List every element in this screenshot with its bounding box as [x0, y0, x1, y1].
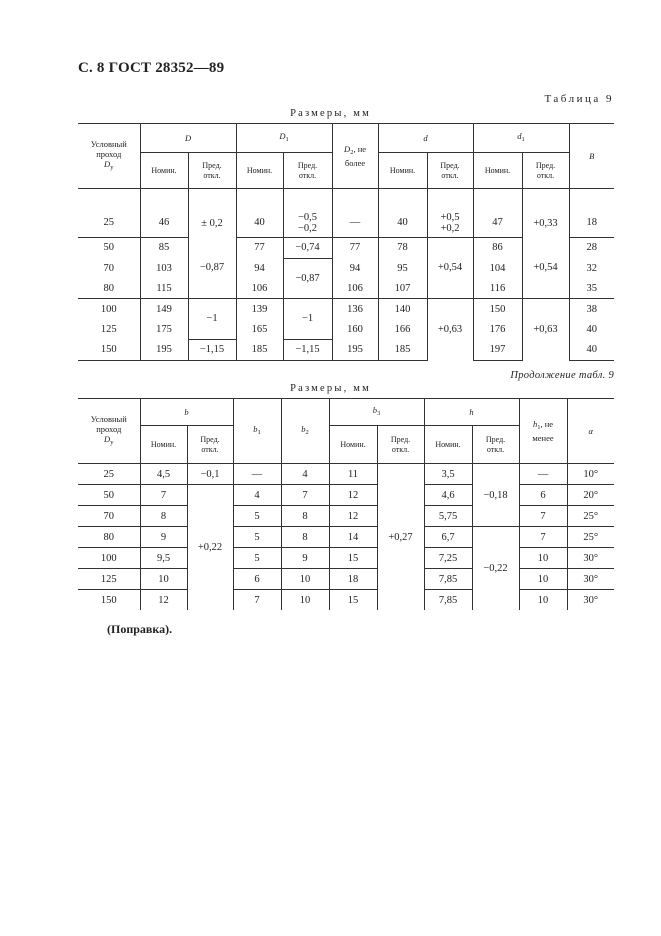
header-nominal: Номин.: [424, 426, 472, 464]
table-row: 50 85 −0,87 77 −0,74 77 78 +0,54 86 +0,54 28: [78, 237, 614, 258]
table-units-caption: Размеры, мм: [290, 108, 371, 119]
table-row: 50 7 +0,22 4 7 12 4,6 6 20°: [78, 485, 614, 506]
header-b2: $b_2$: [281, 399, 329, 464]
table-row: 100 149 −1 139 −1 136 140 +0,63 150 +0,63 38: [78, 299, 614, 320]
header-nominal: Номин.: [140, 426, 187, 464]
header-h1: $h_1$, не менее: [519, 399, 567, 464]
table-units-caption: Размеры, мм: [290, 383, 371, 394]
header-deviation: Пред. откл.: [283, 153, 332, 189]
header-deviation: Пред. откл.: [188, 153, 236, 189]
page-header: С. 8 ГОСТ 28352—89: [78, 60, 225, 76]
header-alpha: α: [567, 399, 614, 464]
header-d1: $d_1$: [473, 124, 569, 153]
header-nominal: Номин.: [140, 153, 188, 189]
table-continuation-label: Продолжение табл. 9: [510, 370, 614, 381]
table-row: 150 195 −1,15 185 −1,15 195 185 197 40: [78, 339, 614, 360]
header-nominal: Номин.: [473, 153, 522, 189]
dimensions-table-9: [78, 123, 614, 361]
header-b: b: [140, 399, 233, 426]
table-row: 125 10 6 10 18 7,85 10 30°: [78, 569, 614, 590]
header-deviation: Пред. откл.: [377, 426, 424, 464]
header-nominal: Номин.: [236, 153, 283, 189]
header-nominal: Номин.: [329, 426, 377, 464]
header-D1: $D_1$: [236, 124, 332, 153]
header-B: B: [569, 124, 614, 189]
header-D: D: [140, 124, 236, 153]
header-d: d: [378, 124, 473, 153]
dimensions-table-9-continued: [78, 398, 614, 610]
header-b1: $b_1$: [233, 399, 281, 464]
header-deviation: Пред. откл.: [472, 426, 519, 464]
header-deviation: Пред. откл.: [522, 153, 569, 189]
header-b3: $b_3$: [329, 399, 424, 426]
table-row: 100 9,5 5 9 15 7,25 10 30°: [78, 548, 614, 569]
table-row: 125 175 165 160 166 176 40: [78, 319, 614, 339]
table-number-label: Таблица 9: [544, 93, 614, 105]
table-row: 70 103 94 −0,87 94 95 104 32: [78, 258, 614, 278]
header-h: h: [424, 399, 519, 426]
table-row: 80 115 106 106 107 116 35: [78, 278, 614, 299]
correction-note: (Поправка).: [107, 622, 173, 636]
table-row: 80 9 5 8 14 6,7 −0,22 7 25°: [78, 527, 614, 548]
table-row: 25 46 ± 0,2 40 −0,5 −0,2 — 40 +0,5 +0,2 47 +0,33 18: [78, 209, 614, 237]
header-deviation: Пред. откл.: [187, 426, 233, 464]
table-row: 150 12 7 10 15 7,85 10 30°: [78, 590, 614, 611]
header-nominal-bore: Условный проход $D_y$: [78, 399, 140, 464]
header-nominal: Номин.: [378, 153, 427, 189]
table-row: 25 4,5 −0,1 — 4 11 +0,27 3,5 −0,18 — 10°: [78, 464, 614, 485]
header-D2: $D_2$, не более: [332, 124, 378, 189]
header-nominal-bore: Условный проход $D_y$: [78, 124, 140, 189]
header-deviation: Пред. откл.: [427, 153, 473, 189]
table-row: 70 8 5 8 12 5,75 7 25°: [78, 506, 614, 527]
